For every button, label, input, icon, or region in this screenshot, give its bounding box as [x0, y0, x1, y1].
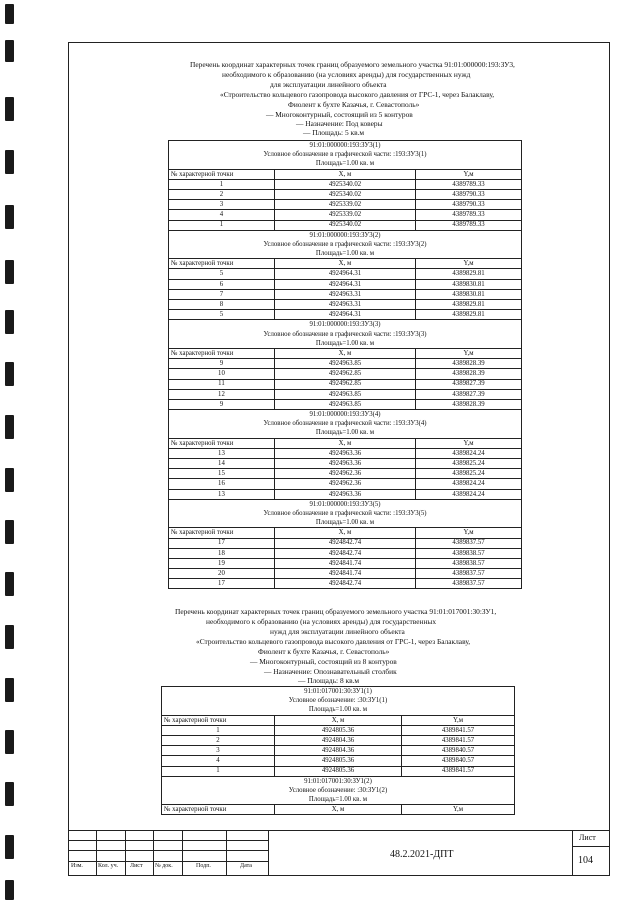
contour-id: 91:01:000000:193:ЗУ3(1) — [169, 141, 522, 151]
table-row — [169, 538, 522, 548]
contour-area: Площадь=1.00 кв. м — [162, 795, 515, 805]
point-number: 5 — [169, 310, 275, 320]
y-coordinate: 4389830.81 — [416, 289, 522, 299]
column-header-row — [169, 259, 522, 269]
y-coordinate: 4389828.39 — [416, 399, 522, 409]
y-coordinate: 4389829.81 — [416, 300, 522, 310]
contour-area: Площадь=1.00 кв. м — [169, 249, 522, 259]
table-row — [169, 310, 522, 320]
y-coordinate: 4389829.81 — [416, 310, 522, 320]
contour-id-row — [169, 499, 522, 509]
column-header-y: Y,м — [416, 528, 522, 538]
table-row — [169, 269, 522, 279]
point-number: 1 — [162, 766, 275, 776]
column-header-point: № характерной точки — [169, 259, 275, 269]
column-header-x: X, м — [274, 169, 415, 179]
column-header-y: Y,м — [416, 169, 522, 179]
contour-area-row — [162, 795, 515, 805]
y-coordinate: 4389838.57 — [416, 548, 522, 558]
x-coordinate: 4924963.85 — [274, 359, 415, 369]
contour-designation-row — [162, 786, 515, 795]
x-coordinate: 4924963.85 — [274, 399, 415, 409]
header-line: — Площадь: 8 кв.м — [298, 676, 360, 685]
y-coordinate: 4389840.57 — [402, 756, 515, 766]
header-line: Фиолент к бухте Казачья, г. Севастополь» — [258, 647, 390, 656]
point-number: 13 — [169, 489, 275, 499]
point-number: 4 — [162, 756, 275, 766]
header-line: Перечень координат характерных точек границ образуемого земельного участка 91:01:000000:193:ЗУ3, — [190, 60, 515, 69]
point-number: 1 — [169, 220, 275, 230]
point-number: 4 — [169, 210, 275, 220]
column-header-y: Y,м — [402, 715, 515, 725]
table-row — [169, 469, 522, 479]
table-row — [169, 379, 522, 389]
contour-designation-row — [169, 509, 522, 518]
column-header-y: Y,м — [416, 348, 522, 358]
x-coordinate: 4924805.36 — [274, 766, 401, 776]
x-coordinate: 4925340.02 — [274, 179, 415, 189]
y-coordinate: 4389790.33 — [416, 200, 522, 210]
x-coordinate: 4924963.31 — [274, 300, 415, 310]
header-line: необходимого к образованию (на условиях аренды) для государственных — [206, 617, 437, 626]
contour-area-row — [169, 159, 522, 169]
point-number: 13 — [169, 448, 275, 458]
stamp-label-signature: Подп. — [196, 863, 211, 869]
y-coordinate: 4389838.57 — [416, 558, 522, 568]
table-row — [169, 369, 522, 379]
x-coordinate: 4924964.31 — [274, 279, 415, 289]
contour-id: 91:01:000000:193:ЗУ3(5) — [169, 499, 522, 509]
point-number: 1 — [169, 179, 275, 189]
y-coordinate: 4389789.33 — [416, 210, 522, 220]
x-coordinate: 4924963.31 — [274, 289, 415, 299]
table-row — [169, 200, 522, 210]
header-line: «Строительство кольцевого газопровода высокого давления от ГРС-1, через Балаклаву, — [220, 90, 495, 99]
table-row — [162, 756, 515, 766]
stamp-label-doc: № док. — [155, 863, 173, 869]
column-header-row — [169, 528, 522, 538]
point-number: 3 — [169, 200, 275, 210]
column-header-row — [169, 169, 522, 179]
contour-id: 91:01:000000:193:ЗУ3(3) — [169, 320, 522, 330]
table-row — [162, 725, 515, 735]
x-coordinate: 4924963.85 — [274, 389, 415, 399]
y-coordinate: 4389840.57 — [402, 746, 515, 756]
table-row — [169, 289, 522, 299]
contour-area: Площадь=1.00 кв. м — [169, 159, 522, 169]
contour-area: Площадь=1.00 кв. м — [169, 428, 522, 438]
column-header-point: № характерной точки — [169, 438, 275, 448]
section2-coordinates-table — [161, 686, 515, 815]
table-row — [169, 279, 522, 289]
x-coordinate: 4924962.85 — [274, 379, 415, 389]
point-number: 6 — [169, 279, 275, 289]
point-number: 9 — [169, 359, 275, 369]
column-header-point: № характерной точки — [162, 805, 275, 815]
column-header-y: Y,м — [416, 438, 522, 448]
stamp-label-change: Изм. — [71, 863, 83, 869]
table-row — [169, 548, 522, 558]
document-code: 48.2.2021-ДПТ — [390, 849, 454, 860]
column-header-point: № характерной точки — [169, 348, 275, 358]
contour-area-row — [169, 518, 522, 528]
contour-designation-row — [169, 150, 522, 159]
point-number: 17 — [169, 579, 275, 589]
contour-id: 91:01:000000:193:ЗУ3(4) — [169, 410, 522, 420]
point-number: 2 — [162, 735, 275, 745]
contour-designation-row — [169, 330, 522, 339]
x-coordinate: 4924963.36 — [274, 448, 415, 458]
header-line: — Площадь: 5 кв.м — [303, 128, 365, 137]
contour-id-row — [162, 687, 515, 697]
table-row — [162, 735, 515, 745]
point-number: 14 — [169, 459, 275, 469]
x-coordinate: 4925339.02 — [274, 210, 415, 220]
point-number: 16 — [169, 479, 275, 489]
table-row — [169, 569, 522, 579]
column-header-row — [169, 348, 522, 358]
y-coordinate: 4389824.24 — [416, 448, 522, 458]
point-number: 17 — [169, 538, 275, 548]
y-coordinate: 4389829.81 — [416, 269, 522, 279]
contour-id-row — [169, 410, 522, 420]
column-header-point: № характерной точки — [169, 528, 275, 538]
point-number: 3 — [162, 746, 275, 756]
column-header-point: № характерной точки — [162, 715, 275, 725]
y-coordinate: 4389824.24 — [416, 489, 522, 499]
contour-id: 91:01:017001:30:ЗУ1(1) — [162, 687, 515, 697]
y-coordinate: 4389827.39 — [416, 389, 522, 399]
column-header-row — [162, 805, 515, 815]
sheet-label: Лист — [579, 833, 596, 842]
point-number: 10 — [169, 369, 275, 379]
x-coordinate: 4924841.74 — [274, 558, 415, 568]
column-header-point: № характерной точки — [169, 169, 275, 179]
y-coordinate: 4389825.24 — [416, 459, 522, 469]
point-number: 11 — [169, 379, 275, 389]
point-number: 12 — [169, 389, 275, 399]
y-coordinate: 4389828.39 — [416, 369, 522, 379]
x-coordinate: 4924962.36 — [274, 479, 415, 489]
x-coordinate: 4925340.02 — [274, 220, 415, 230]
column-header-y: Y,м — [402, 805, 515, 815]
y-coordinate: 4389837.57 — [416, 538, 522, 548]
contour-designation-row — [169, 419, 522, 428]
table-row — [169, 448, 522, 458]
column-header-row — [169, 438, 522, 448]
x-coordinate: 4924963.36 — [274, 489, 415, 499]
contour-designation: Условное обозначение в графической части: :193:ЗУ3(2) — [169, 240, 522, 249]
sheet-number: 104 — [578, 855, 593, 866]
x-coordinate: 4924805.36 — [274, 725, 401, 735]
contour-designation: Условное обозначение в графической части: :193:ЗУ3(4) — [169, 419, 522, 428]
header-line: необходимого к образованию (на условиях аренды) для государственных нужд — [222, 70, 471, 79]
header-line: для эксплуатации линейного объекта — [270, 80, 387, 89]
contour-id: 91:01:017001:30:ЗУ1(2) — [162, 776, 515, 786]
column-header-row — [162, 715, 515, 725]
column-header-x: X, м — [274, 528, 415, 538]
column-header-x: X, м — [274, 715, 401, 725]
contour-id: 91:01:000000:193:ЗУ3(2) — [169, 230, 522, 240]
y-coordinate: 4389841.57 — [402, 766, 515, 776]
table-row — [169, 220, 522, 230]
contour-id-row — [169, 320, 522, 330]
contour-id-row — [169, 141, 522, 151]
table-row — [169, 300, 522, 310]
header-line: — Многоконтурный, состоящий из 5 контуров — [266, 110, 413, 119]
table-row — [169, 389, 522, 399]
contour-designation: Условное обозначение в графической части: :193:ЗУ3(1) — [169, 150, 522, 159]
point-number: 9 — [169, 399, 275, 409]
point-number: 19 — [169, 558, 275, 568]
x-coordinate: 4924804.36 — [274, 746, 401, 756]
stamp-label-date: Дата — [240, 863, 252, 869]
contour-area-row — [169, 339, 522, 349]
contour-area: Площадь=1.00 кв. м — [162, 705, 515, 715]
point-number: 15 — [169, 469, 275, 479]
y-coordinate: 4389789.33 — [416, 220, 522, 230]
contour-area-row — [162, 705, 515, 715]
y-coordinate: 4389830.81 — [416, 279, 522, 289]
y-coordinate: 4389827.39 — [416, 379, 522, 389]
x-coordinate: 4924842.74 — [274, 538, 415, 548]
section1-coordinates-table — [168, 140, 522, 589]
contour-area-row — [169, 249, 522, 259]
point-number: 18 — [169, 548, 275, 558]
point-number: 1 — [162, 725, 275, 735]
contour-designation: Условное обозначение: :30:ЗУ1(2) — [162, 786, 515, 795]
y-coordinate: 4389824.24 — [416, 479, 522, 489]
header-line: — Назначение: Под коверы — [296, 119, 383, 128]
table-row — [162, 766, 515, 776]
column-header-x: X, м — [274, 805, 401, 815]
x-coordinate: 4924964.31 — [274, 310, 415, 320]
contour-area: Площадь=1.00 кв. м — [169, 518, 522, 528]
y-coordinate: 4389790.33 — [416, 189, 522, 199]
x-coordinate: 4924963.36 — [274, 459, 415, 469]
x-coordinate: 4924962.85 — [274, 369, 415, 379]
contour-id-row — [169, 230, 522, 240]
column-header-x: X, м — [274, 259, 415, 269]
contour-designation: Условное обозначение в графической части: :193:ЗУ3(5) — [169, 509, 522, 518]
x-coordinate: 4925339.02 — [274, 200, 415, 210]
x-coordinate: 4924841.74 — [274, 569, 415, 579]
point-number: 2 — [169, 189, 275, 199]
header-line: «Строительство кольцевого газопровода высокого давления от ГРС-1, через Балаклаву, — [196, 637, 471, 646]
column-header-y: Y,м — [416, 259, 522, 269]
header-line: — Многоконтурный, состоящий из 8 контуров — [250, 657, 397, 666]
contour-designation: Условное обозначение в графической части: :193:ЗУ3(3) — [169, 330, 522, 339]
contour-area-row — [169, 428, 522, 438]
x-coordinate: 4924804.36 — [274, 735, 401, 745]
y-coordinate: 4389837.57 — [416, 569, 522, 579]
x-coordinate: 4925340.02 — [274, 189, 415, 199]
column-header-x: X, м — [274, 348, 415, 358]
point-number: 20 — [169, 569, 275, 579]
header-line: Фиолент к бухте Казачья, г. Севастополь» — [288, 100, 420, 109]
header-line: Перечень координат характерных точек границ образуемого земельного участка 91:01:017001:30:ЗУ1, — [175, 607, 497, 616]
stamp-label-count: Кол. уч. — [98, 863, 119, 869]
table-row — [169, 558, 522, 568]
y-coordinate: 4389841.57 — [402, 725, 515, 735]
contour-designation: Условное обозначение: :30:ЗУ1(1) — [162, 696, 515, 705]
point-number: 5 — [169, 269, 275, 279]
contour-designation-row — [162, 696, 515, 705]
y-coordinate: 4389841.57 — [402, 735, 515, 745]
y-coordinate: 4389789.33 — [416, 179, 522, 189]
table-row — [169, 359, 522, 369]
x-coordinate: 4924842.74 — [274, 548, 415, 558]
table-row — [169, 489, 522, 499]
x-coordinate: 4924842.74 — [274, 579, 415, 589]
header-line: нужд для эксплуатации линейного объекта — [270, 627, 405, 636]
point-number: 7 — [169, 289, 275, 299]
table-row — [162, 746, 515, 756]
y-coordinate: 4389837.57 — [416, 579, 522, 589]
header-line: — Назначение: Опознавательный столбик — [264, 667, 397, 676]
x-coordinate: 4924962.36 — [274, 469, 415, 479]
x-coordinate: 4924805.36 — [274, 756, 401, 766]
column-header-x: X, м — [274, 438, 415, 448]
point-number: 8 — [169, 300, 275, 310]
table-row — [169, 479, 522, 489]
y-coordinate: 4389828.39 — [416, 359, 522, 369]
coordinates-table — [168, 140, 522, 589]
coordinates-table — [161, 686, 515, 815]
stamp-label-sheet: Лист — [130, 863, 143, 869]
table-row — [169, 179, 522, 189]
table-row — [169, 459, 522, 469]
table-row — [169, 579, 522, 589]
table-row — [169, 189, 522, 199]
contour-id-row — [162, 776, 515, 786]
table-row — [169, 210, 522, 220]
contour-area: Площадь=1.00 кв. м — [169, 339, 522, 349]
y-coordinate: 4389825.24 — [416, 469, 522, 479]
x-coordinate: 4924964.31 — [274, 269, 415, 279]
table-row — [169, 399, 522, 409]
contour-designation-row — [169, 240, 522, 249]
title-block — [68, 830, 610, 876]
